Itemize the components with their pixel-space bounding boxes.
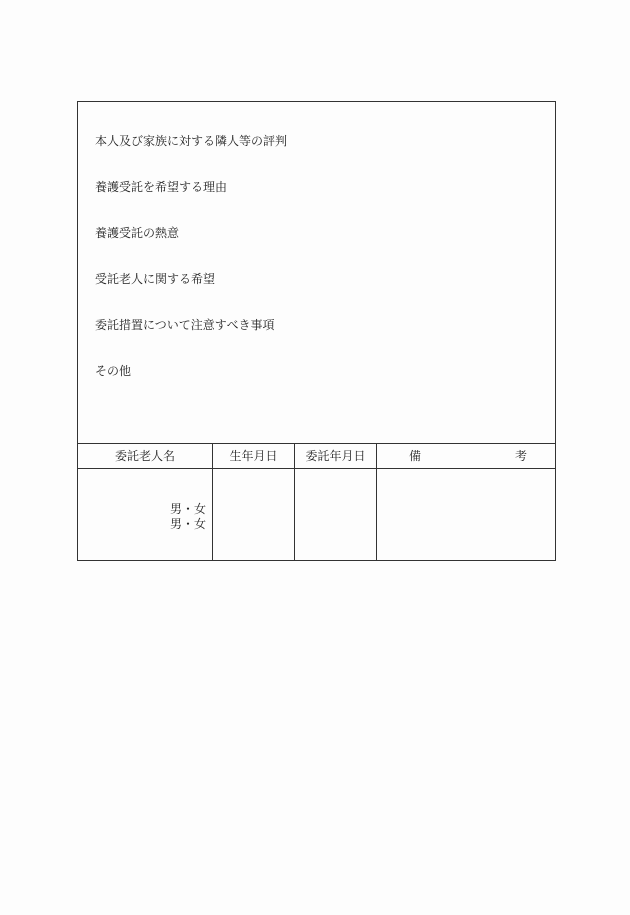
placement-table — [78, 444, 555, 561]
table-header-divider — [78, 468, 555, 469]
placement-form — [77, 101, 556, 561]
section-preferences: 受託老人に関する希望 — [95, 272, 216, 286]
evaluation-section — [78, 102, 555, 444]
section-reason-for-fostering: 養護受託を希望する理由 — [95, 180, 228, 194]
header-elder-name: 委託老人名 — [114, 449, 175, 463]
section-neighbor-reputation: 本人及び家族に対する隣人等の評判 — [95, 134, 288, 148]
column-divider — [376, 444, 377, 561]
section-enthusiasm: 養護受託の熱意 — [95, 226, 180, 240]
section-other: その他 — [95, 364, 132, 378]
header-remarks-char-1: 備 — [408, 449, 421, 463]
header-birth-date: 生年月日 — [229, 449, 278, 463]
header-entrust-date: 委託年月日 — [305, 449, 366, 463]
header-remarks-char-2: 考 — [514, 449, 527, 463]
gender-option-row-2: 男・女 — [169, 517, 206, 531]
gender-option-row-1: 男・女 — [169, 502, 206, 516]
section-notes-on-placement: 委託措置について注意すべき事項 — [95, 318, 275, 332]
